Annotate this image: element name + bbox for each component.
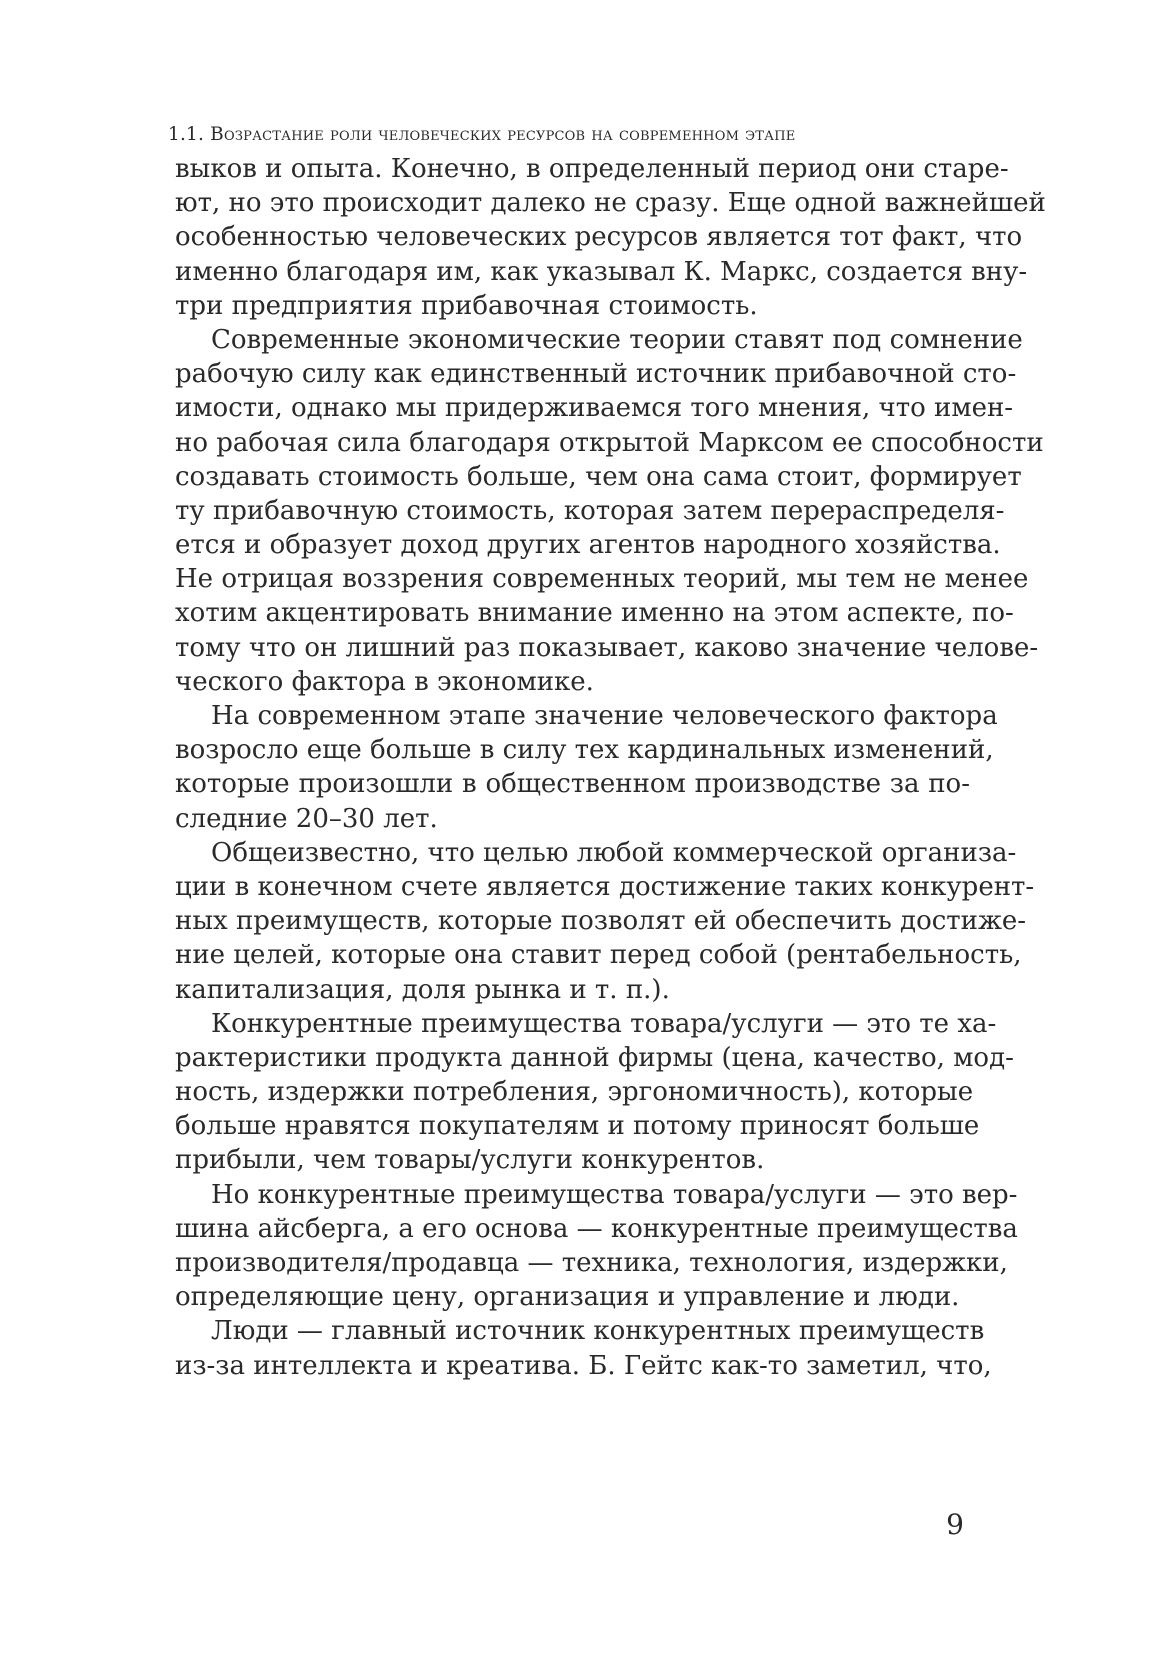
text-line: Современные экономические теории ставят под сомнение bbox=[211, 324, 1023, 355]
text-line: капитализация, доля рынка и т. п.). bbox=[175, 974, 670, 1005]
text-line: ется и образует доход других агентов народного хозяйства. bbox=[175, 530, 1001, 561]
text-line: возросло еще больше в силу тех кардинальных изменений, bbox=[175, 735, 994, 766]
text-line: ние целей, которые она ставит перед собой (рентабельность, bbox=[175, 940, 1022, 971]
text-line: именно благодаря им, как указывал К. Маркс, создается вну- bbox=[175, 256, 1028, 287]
paragraph bbox=[175, 323, 1044, 699]
text-line: ность, издержки потребления, эргономичность), которые bbox=[175, 1077, 974, 1108]
text-line: производителя/продавца — техника, технология, издержки, bbox=[175, 1248, 1008, 1278]
paragraph bbox=[175, 836, 1035, 1007]
body-text bbox=[175, 152, 1046, 1383]
text-line: ных преимуществ, которые позволят ей обеспечить достиже- bbox=[175, 906, 1027, 937]
page-number: 9 bbox=[946, 1508, 964, 1541]
paragraph bbox=[175, 1178, 1018, 1315]
paragraph bbox=[175, 152, 1046, 323]
text-line: Конкурентные преимущества товара/услуги — это те ха- bbox=[211, 1008, 997, 1039]
text-line: ции в конечном счете является достижение таких конкурент- bbox=[175, 871, 1035, 902]
text-line: больше нравятся покупателям и потому приносят больше bbox=[175, 1111, 980, 1142]
text-line: ческого фактора в экономике. bbox=[175, 666, 594, 697]
text-line: следние 20–30 лет. bbox=[175, 803, 438, 834]
text-line: хотим акцентировать внимание именно на этом аспекте, по- bbox=[175, 598, 1014, 629]
text-line: три предприятия прибавочная стоимость. bbox=[175, 290, 758, 321]
text-line: Не отрицая воззрения современных теорий, мы тем не менее bbox=[175, 564, 1029, 595]
text-line: особенностью человеческих ресурсов является тот факт, что bbox=[175, 222, 1023, 253]
text-line: определяющие цену, организация и управление и люди. bbox=[175, 1282, 960, 1313]
text-line: ту прибавочную стоимость, которая затем перераспределя- bbox=[175, 495, 1005, 526]
text-line: которые произошли в общественном производстве за по- bbox=[175, 769, 970, 800]
text-line: рабочую силу как единственный источник прибавочной сто- bbox=[175, 359, 1017, 390]
text-line: рактеристики продукта данной фирмы (цена, качество, мод- bbox=[175, 1042, 1014, 1073]
text-line: тому что он лишний раз показывает, каково значение челове- bbox=[175, 632, 1039, 663]
paragraph bbox=[175, 699, 998, 836]
text-line: создавать стоимость больше, чем она сама стоит, формирует bbox=[175, 461, 1022, 492]
text-line: ют, но это происходит далеко не сразу. Еще одной важнейшей bbox=[175, 188, 1046, 219]
text-line: Люди — главный источник конкурентных преимуществ bbox=[211, 1316, 985, 1347]
paragraph bbox=[175, 1007, 1014, 1178]
text-line: На современном этапе значение человеческого фактора bbox=[211, 701, 998, 731]
text-line: Общеизвестно, что целью любой коммерческой организа- bbox=[211, 837, 1017, 868]
paragraph bbox=[175, 1314, 992, 1382]
text-line: выков и опыта. Конечно, в определенный период они старе- bbox=[175, 154, 1009, 184]
text-line: имости, однако мы придерживаемся того мнения, что имен- bbox=[175, 393, 1014, 424]
text-line: Но конкурентные преимущества товара/услуги — это вер- bbox=[211, 1179, 1018, 1210]
text-line: но рабочая сила благодаря открытой Марксом ее способности bbox=[175, 427, 1044, 458]
running-head: 1.1. Возрастание роли человеческих ресурсов на современном этапе bbox=[168, 124, 796, 145]
text-line: из-за интеллекта и креатива. Б. Гейтс как-то заметил, что, bbox=[175, 1350, 992, 1381]
text-line: прибыли, чем товары/услуги конкурентов. bbox=[175, 1145, 765, 1176]
text-line: шина айсберга, а его основа — конкурентные преимущества bbox=[175, 1213, 1018, 1244]
